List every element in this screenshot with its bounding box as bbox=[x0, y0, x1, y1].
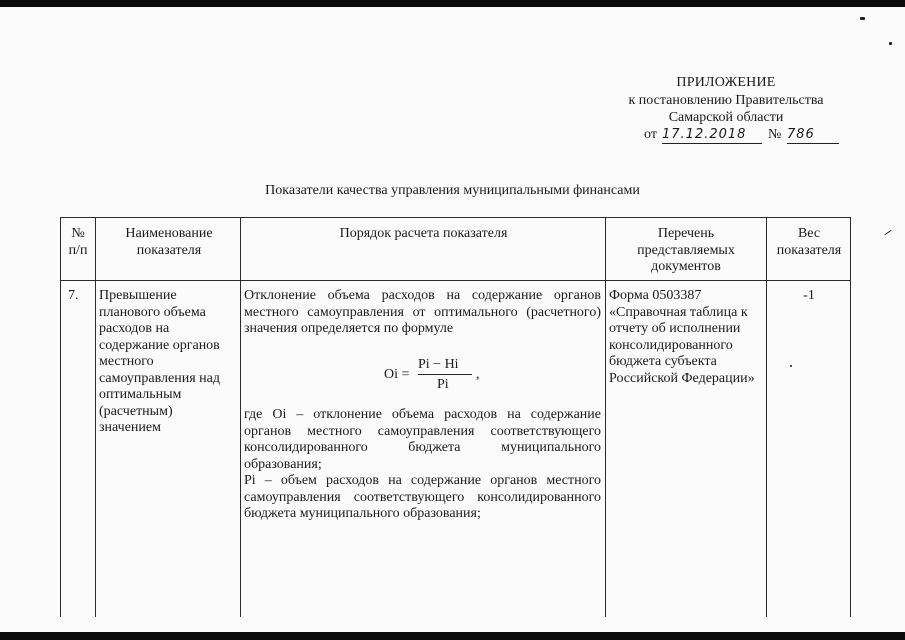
table-border bbox=[60, 280, 851, 281]
deviation-formula bbox=[384, 355, 504, 395]
indicators-table bbox=[60, 217, 851, 617]
date-prefix: от bbox=[644, 127, 657, 142]
fraction-bar bbox=[418, 374, 472, 375]
formula-comma: , bbox=[476, 367, 480, 382]
row-method-definition: где Oi – отклонение объема расходов на содержание органов местного самоуправления соответствующего консолидированного бюджета муниципального образования; bbox=[244, 407, 601, 472]
table-border bbox=[60, 217, 61, 617]
table-border bbox=[766, 217, 767, 617]
header-num: № п/п bbox=[68, 226, 88, 258]
header-weight: Вес показателя bbox=[776, 226, 842, 258]
row-weight: -1 bbox=[803, 288, 815, 303]
scan-speck bbox=[884, 230, 891, 235]
row-method-intro: Отклонение объема расходов на содержание органов местного самоуправления от оптимального (расчетного) значения определяется по формуле bbox=[244, 288, 601, 336]
scan-speck bbox=[889, 42, 892, 45]
number-prefix: № bbox=[768, 127, 782, 142]
table-border bbox=[605, 217, 606, 617]
table-border bbox=[60, 217, 851, 218]
row-num: 7. bbox=[68, 288, 79, 303]
annex-block bbox=[600, 74, 852, 127]
scan-bottom-edge bbox=[0, 632, 905, 640]
date-value: 17.12.2018 bbox=[662, 127, 762, 144]
annex-line: Самарской области bbox=[668, 110, 784, 125]
scan-top-edge bbox=[0, 0, 905, 7]
row-method-definition: Pi – объем расходов на содержание органов местного самоуправления соответствующего консолидированного бюджета муниципального образования; bbox=[244, 473, 601, 521]
formula-denominator: Pi bbox=[437, 377, 449, 392]
row-documents: Форма 0503387 «Справочная таблица к отчету об исполнении консолидированного бюджета субъекта Российской Федерации» bbox=[609, 288, 755, 386]
table-border bbox=[850, 217, 851, 617]
annex-line: к постановлению Правительства bbox=[628, 92, 824, 108]
header-name: Наименование показателя bbox=[125, 226, 213, 258]
formula-lhs: Oi = bbox=[384, 367, 410, 382]
row-name: Превышение планового объема расходов на содержание органов местного самоуправления над оптимальным (расчетным) значением bbox=[99, 288, 221, 435]
annex-date-number bbox=[640, 127, 850, 147]
document-title: Показатели качества управления муниципальными финансами bbox=[265, 183, 640, 198]
formula-numerator: Pi − Hi bbox=[418, 357, 459, 372]
header-method: Порядок расчета показателя bbox=[339, 226, 508, 241]
header-docs: Перечень представляемых документов bbox=[637, 226, 735, 274]
annex-heading: ПРИЛОЖЕНИЕ bbox=[676, 75, 776, 90]
table-border bbox=[95, 217, 96, 617]
number-value: 786 bbox=[787, 127, 839, 144]
table-border bbox=[240, 217, 241, 617]
scan-speck bbox=[860, 17, 865, 20]
